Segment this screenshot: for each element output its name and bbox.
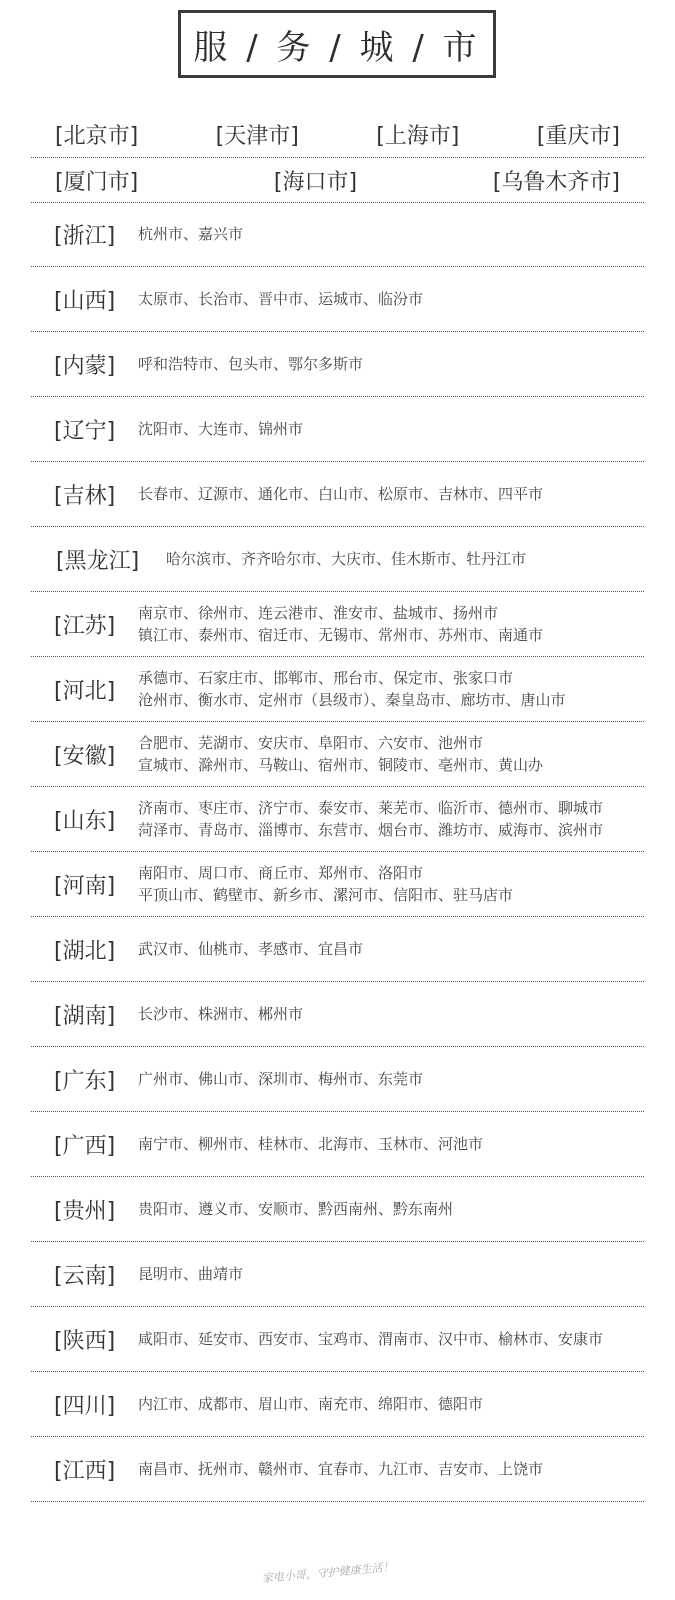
province-name: [广东] [54, 1068, 116, 1094]
province-cities [138, 667, 566, 711]
title-box [178, 10, 496, 78]
city-list-line: 太原市、长治市、晋中市、运城市、临汾市 [138, 290, 424, 308]
province-row [54, 1047, 644, 1111]
city-label: [重庆市] [536, 123, 620, 149]
province-name: [湖南] [54, 1003, 116, 1029]
province-row [54, 202, 644, 266]
province-name: [贵州] [54, 1198, 116, 1224]
city-list-line: 南宁市、柳州市、桂林市、北海市、玉林市、河池市 [138, 1135, 484, 1153]
province-row [54, 1307, 644, 1371]
province-row [54, 332, 644, 396]
city-list-line: 长春市、辽源市、通化市、白山市、松原市、吉林市、四平市 [138, 485, 544, 503]
province-name: [安徽] [54, 743, 116, 769]
city-label: [乌鲁木齐市] [492, 169, 620, 195]
province-name: [江西] [54, 1458, 116, 1484]
city-list-line: 南昌市、抚州市、赣州市、宜春市、九江市、吉安市、上饶市 [138, 1460, 544, 1478]
province-cities [138, 1393, 483, 1415]
province-cities [166, 548, 526, 570]
province-cities [138, 1263, 243, 1285]
province-cities [138, 418, 303, 440]
province-cities [138, 602, 543, 646]
province-name: [浙江] [54, 223, 116, 249]
province-row [54, 657, 644, 721]
province-row [54, 787, 644, 851]
city-list-line: 杭州市、嘉兴市 [138, 225, 244, 243]
province-cities [138, 1328, 603, 1350]
municipality-row-2 [55, 160, 620, 200]
province-name: [吉林] [54, 483, 116, 509]
city-list-line: 武汉市、仙桃市、孝感市、宜昌市 [138, 940, 364, 958]
province-cities [138, 223, 243, 245]
province-cities [138, 1133, 483, 1155]
city-list-line: 沈阳市、大连市、锦州市 [138, 420, 304, 438]
province-row [54, 462, 644, 526]
province-row [54, 527, 644, 591]
province-row [54, 592, 644, 656]
province-cities [138, 732, 543, 776]
province-name: [河南] [54, 873, 116, 899]
page-title: 服 / 务 / 城 / 市 [193, 27, 481, 68]
province-cities [138, 1458, 543, 1480]
city-list-line: 南阳市、周口市、商丘市、郑州市、洛阳市 [138, 864, 424, 882]
province-row [54, 722, 644, 786]
city-list-line: 呼和浩特市、包头市、鄂尔多斯市 [138, 355, 364, 373]
municipality-row-1 [55, 114, 620, 154]
province-cities [138, 797, 603, 841]
province-cities [138, 1003, 303, 1025]
province-row [54, 852, 644, 916]
province-name: [四川] [54, 1393, 116, 1419]
province-row [54, 1372, 644, 1436]
province-name: [辽宁] [54, 418, 116, 444]
province-name: [山东] [54, 808, 116, 834]
city-label: [北京市] [55, 123, 139, 149]
province-cities [138, 862, 513, 906]
city-list-line: 济南市、枣庄市、济宁市、泰安市、莱芜市、临沂市、德州市、聊城市 [138, 799, 604, 817]
slogan: 家电小哥，守护健康生活！ [261, 1560, 395, 1585]
province-name: [广西] [54, 1133, 116, 1159]
province-row [54, 1437, 644, 1501]
province-name: [山西] [54, 288, 116, 314]
divider [31, 157, 644, 158]
divider [31, 1501, 644, 1502]
city-list-line: 咸阳市、延安市、西安市、宝鸡市、渭南市、汉中市、榆林市、安康市 [138, 1330, 604, 1348]
province-row [54, 1112, 644, 1176]
province-cities [138, 288, 423, 310]
province-row [54, 917, 644, 981]
city-label: [海口市] [273, 169, 358, 195]
province-cities [138, 1068, 423, 1090]
province-row [54, 397, 644, 461]
city-list-line: 承德市、石家庄市、邯郸市、邢台市、保定市、张家口市 [138, 669, 514, 687]
city-list-line: 贵阳市、遵义市、安顺市、黔西南州、黔东南州 [138, 1200, 454, 1218]
city-label: [上海市] [376, 123, 460, 149]
city-list-line: 沧州市、衡水市、定州市（县级市）、秦皇岛市、廊坊市、唐山市 [138, 691, 566, 709]
city-list-line: 哈尔滨市、齐齐哈尔市、大庆市、佳木斯市、牡丹江市 [166, 550, 527, 568]
province-name: [黑龙江] [56, 548, 140, 574]
province-name: [江苏] [54, 613, 116, 639]
province-row [54, 1242, 644, 1306]
city-label: [天津市] [215, 123, 299, 149]
province-cities [138, 1198, 453, 1220]
province-cities [138, 938, 363, 960]
province-name: [内蒙] [54, 353, 116, 379]
province-name: [陕西] [54, 1328, 116, 1354]
city-list-line: 合肥市、芜湖市、安庆市、阜阳市、六安市、池州市 [138, 734, 484, 752]
province-name: [河北] [54, 678, 116, 704]
city-list-line: 广州市、佛山市、深圳市、梅州市、东莞市 [138, 1070, 424, 1088]
province-cities [138, 483, 543, 505]
city-list-line: 内江市、成都市、眉山市、南充市、绵阳市、德阳市 [138, 1395, 484, 1413]
city-list-line: 昆明市、曲靖市 [138, 1265, 244, 1283]
city-list-line: 宣城市、滁州市、马鞍山、宿州市、铜陵市、亳州市、黄山办 [138, 756, 544, 774]
province-row [54, 982, 644, 1046]
city-list-line: 菏泽市、青岛市、淄博市、东营市、烟台市、潍坊市、威海市、滨州市 [138, 821, 604, 839]
city-list-line: 平顶山市、鹤壁市、新乡市、漯河市、信阳市、驻马店市 [138, 886, 514, 904]
city-list-line: 镇江市、泰州市、宿迁市、无锡市、常州市、苏州市、南通市 [138, 626, 544, 644]
province-row [54, 1177, 644, 1241]
city-label: [厦门市] [55, 169, 139, 195]
city-list-line: 南京市、徐州市、连云港市、淮安市、盐城市、扬州市 [138, 604, 499, 622]
province-cities [138, 353, 363, 375]
city-list-line: 长沙市、株洲市、郴州市 [138, 1005, 304, 1023]
province-row [54, 267, 644, 331]
province-name: [湖北] [54, 938, 116, 964]
province-name: [云南] [54, 1263, 116, 1289]
